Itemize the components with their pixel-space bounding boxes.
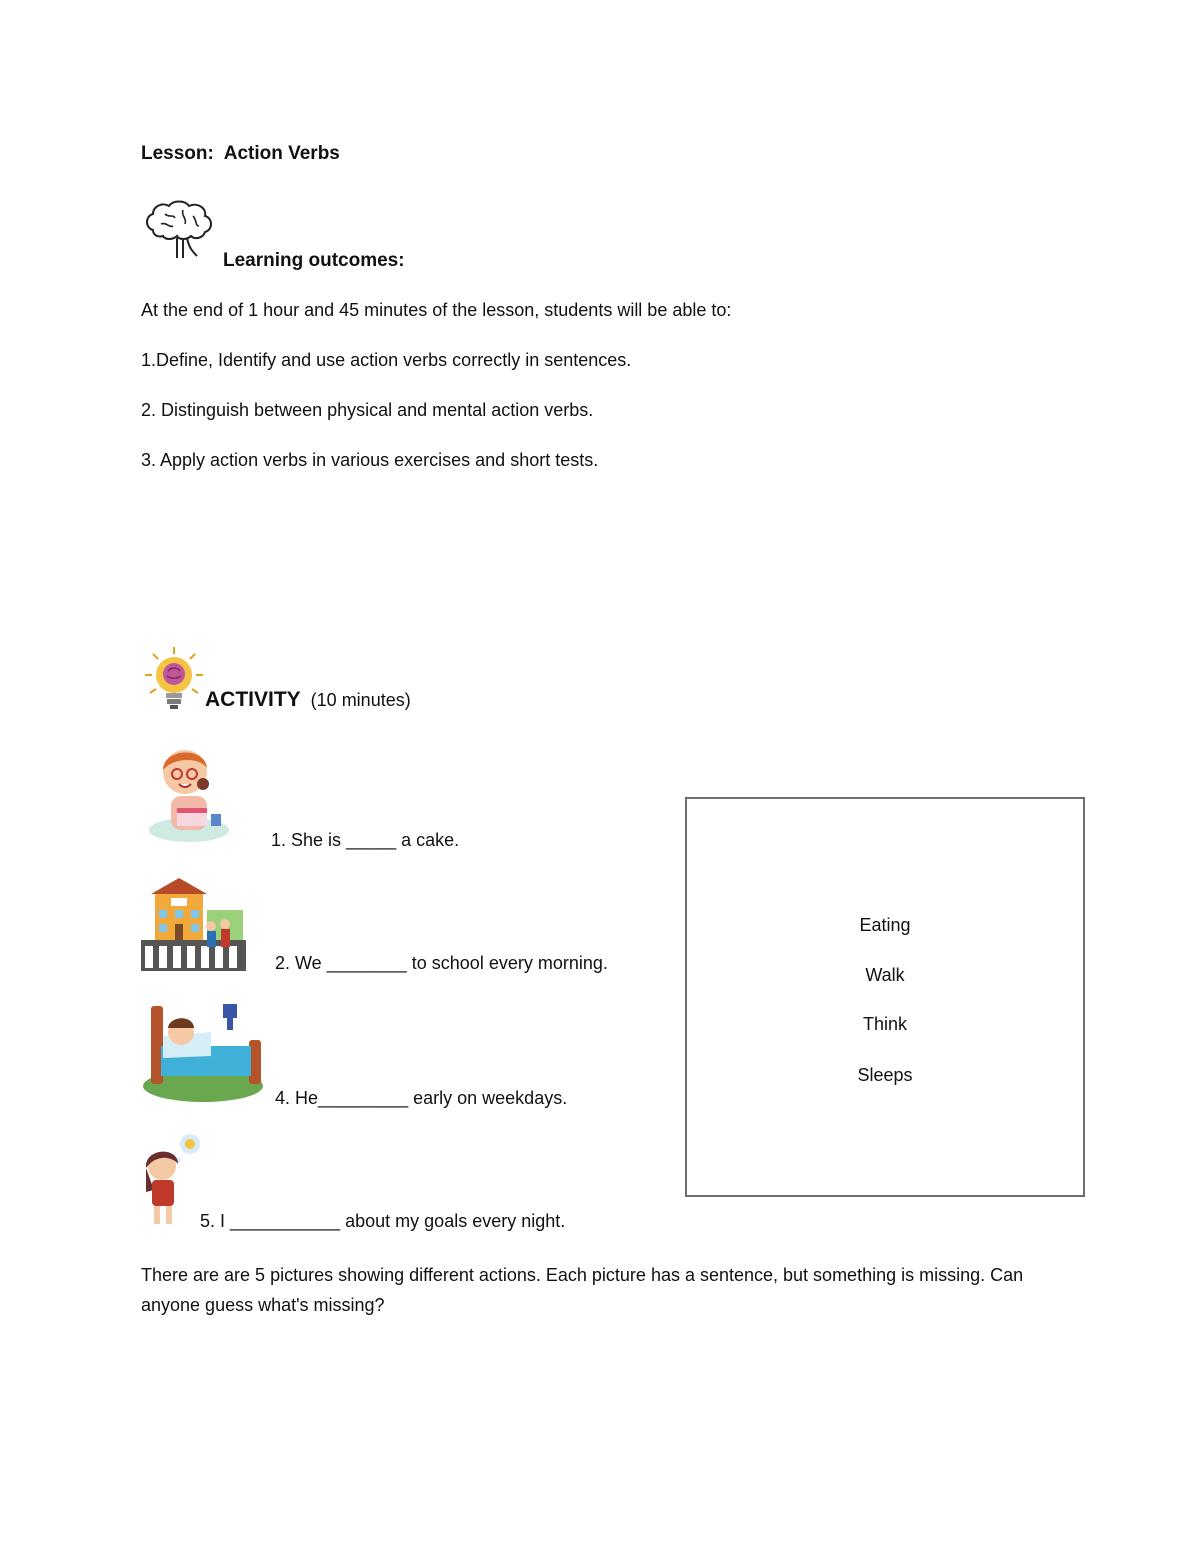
lightbulb-brain-icon (141, 645, 207, 711)
lesson-title (141, 143, 340, 165)
girl-thinking-illustration (140, 1132, 206, 1230)
sentence-2: 2. We ________ to school every morning. (275, 953, 608, 973)
sentence-1: 1. She is _____ a cake. (271, 830, 460, 850)
kids-walking-to-school-illustration (141, 876, 246, 971)
boy-sleeping-illustration (141, 996, 265, 1104)
outcomes-intro: At the end of 1 hour and 45 minutes of the lesson, students will be able to: (141, 300, 732, 320)
word-bank-item: Think (862, 1014, 907, 1034)
outcome-item: 3. Apply action verbs in various exercises and short tests. (141, 450, 599, 470)
lesson-label: Lesson: (141, 143, 214, 164)
activity-title: ACTIVITY (205, 688, 301, 711)
outcome-item: 1.Define, Identify and use action verbs correctly in sentences. (141, 350, 632, 370)
word-bank-item: Walk (865, 965, 905, 985)
outcome-item: 2. Distinguish between physical and mental action verbs. (141, 400, 594, 420)
word-bank-item: Eating (859, 915, 911, 935)
activity-instructions: There are are 5 pictures showing different actions. Each picture has a sentence, but something is missing. Can anyone guess what's missing? (141, 1265, 1024, 1315)
sentence-5: 5. I ___________ about my goals every night. (200, 1211, 566, 1231)
word-bank-item: Sleeps (857, 1065, 913, 1085)
word-bank-box (685, 797, 1085, 1197)
lesson-name: Action Verbs (223, 143, 340, 164)
brain-icon (143, 200, 215, 262)
learning-outcomes-heading: Learning outcomes: (223, 250, 405, 271)
activity-duration: (10 minutes) (310, 690, 411, 710)
girl-eating-cake-illustration (145, 742, 233, 844)
sentence-4: 4. He_________ early on weekdays. (275, 1088, 568, 1108)
activity-heading (205, 688, 411, 712)
